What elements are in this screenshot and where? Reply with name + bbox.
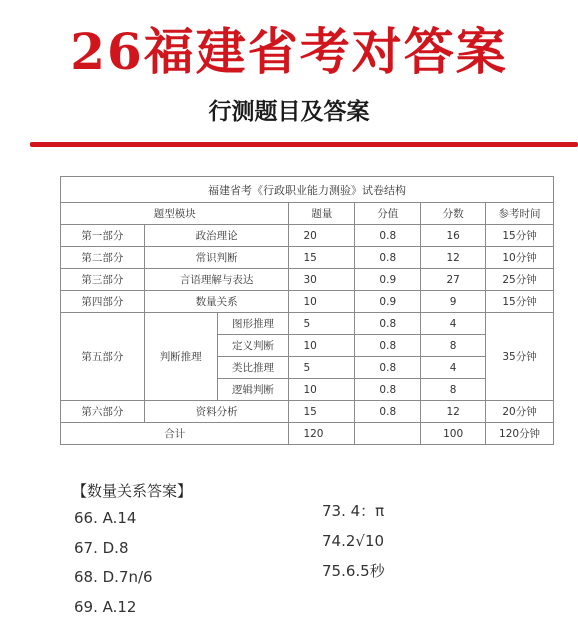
time-cell: 15分钟	[486, 291, 554, 313]
part-cell: 第三部分	[61, 269, 145, 291]
total-score	[355, 423, 421, 445]
module-cell: 言语理解与表达	[144, 269, 289, 291]
answer-item: 75.6.5秒	[322, 562, 385, 580]
table-header-row	[61, 203, 554, 225]
page-title: 26福建省考对答案	[70, 22, 508, 81]
count-cell: 10	[289, 379, 355, 401]
points-cell: 12	[421, 247, 486, 269]
points-cell: 12	[421, 401, 486, 423]
answer-item: 69. A.12	[74, 598, 137, 616]
points-cell: 4	[421, 357, 486, 379]
time-cell: 25分钟	[486, 269, 554, 291]
count-cell: 20	[289, 225, 355, 247]
module-cell: 资料分析	[144, 401, 289, 423]
points-cell: 27	[421, 269, 486, 291]
score-cell: 0.8	[355, 225, 421, 247]
total-count: 120	[289, 423, 355, 445]
header-points: 分数	[421, 203, 486, 225]
page-subtitle: 行测题目及答案	[208, 98, 370, 125]
points-cell: 9	[421, 291, 486, 313]
module-cell: 判断推理	[144, 313, 217, 401]
submodule-cell: 定义判断	[217, 335, 289, 357]
points-cell: 4	[421, 313, 486, 335]
table-row	[61, 401, 554, 423]
header-time: 参考时间	[486, 203, 554, 225]
time-cell: 10分钟	[486, 247, 554, 269]
score-cell: 0.8	[355, 379, 421, 401]
part-cell: 第二部分	[61, 247, 145, 269]
answer-item: 68. D.7n/6	[74, 568, 153, 586]
module-cell: 政治理论	[144, 225, 289, 247]
points-cell: 8	[421, 379, 486, 401]
submodule-cell: 图形推理	[217, 313, 289, 335]
module-cell: 常识判断	[144, 247, 289, 269]
score-cell: 0.8	[355, 313, 421, 335]
count-cell: 30	[289, 269, 355, 291]
points-cell: 8	[421, 335, 486, 357]
score-cell: 0.9	[355, 269, 421, 291]
count-cell: 15	[289, 247, 355, 269]
score-cell: 0.8	[355, 247, 421, 269]
exam-structure-table	[60, 176, 554, 445]
count-cell: 5	[289, 313, 355, 335]
table-row	[61, 225, 554, 247]
answers-heading: 【数量关系答案】	[72, 482, 193, 500]
total-label: 合计	[61, 423, 289, 445]
count-cell: 10	[289, 335, 355, 357]
table-total-row	[61, 423, 554, 445]
header-module: 题型模块	[61, 203, 289, 225]
time-cell: 35分钟	[486, 313, 554, 401]
header-score: 分值	[355, 203, 421, 225]
count-cell: 15	[289, 401, 355, 423]
table-caption-row	[61, 177, 554, 203]
table-caption: 福建省考《行政职业能力测验》试卷结构	[61, 177, 554, 203]
time-cell: 20分钟	[486, 401, 554, 423]
score-cell: 0.9	[355, 291, 421, 313]
answer-item: 74.2√10	[322, 532, 385, 550]
points-cell: 16	[421, 225, 486, 247]
table-row	[61, 291, 554, 313]
score-cell: 0.8	[355, 401, 421, 423]
table-row	[61, 269, 554, 291]
part-cell: 第四部分	[61, 291, 145, 313]
table-row	[61, 313, 554, 335]
table-row	[61, 247, 554, 269]
answer-item: 66. A.14	[74, 509, 137, 527]
count-cell: 10	[289, 291, 355, 313]
total-points: 100	[421, 423, 486, 445]
part-cell: 第六部分	[61, 401, 145, 423]
header-count: 题量	[289, 203, 355, 225]
time-cell: 15分钟	[486, 225, 554, 247]
submodule-cell: 类比推理	[217, 357, 289, 379]
red-divider	[30, 142, 578, 147]
score-cell: 0.8	[355, 335, 421, 357]
part-cell: 第一部分	[61, 225, 145, 247]
module-cell: 数量关系	[144, 291, 289, 313]
score-cell: 0.8	[355, 357, 421, 379]
answer-item: 73. 4：π	[322, 502, 385, 520]
count-cell: 5	[289, 357, 355, 379]
answer-item: 67. D.8	[74, 539, 129, 557]
submodule-cell: 逻辑判断	[217, 379, 289, 401]
part-cell: 第五部分	[61, 313, 145, 401]
total-time: 120分钟	[486, 423, 554, 445]
